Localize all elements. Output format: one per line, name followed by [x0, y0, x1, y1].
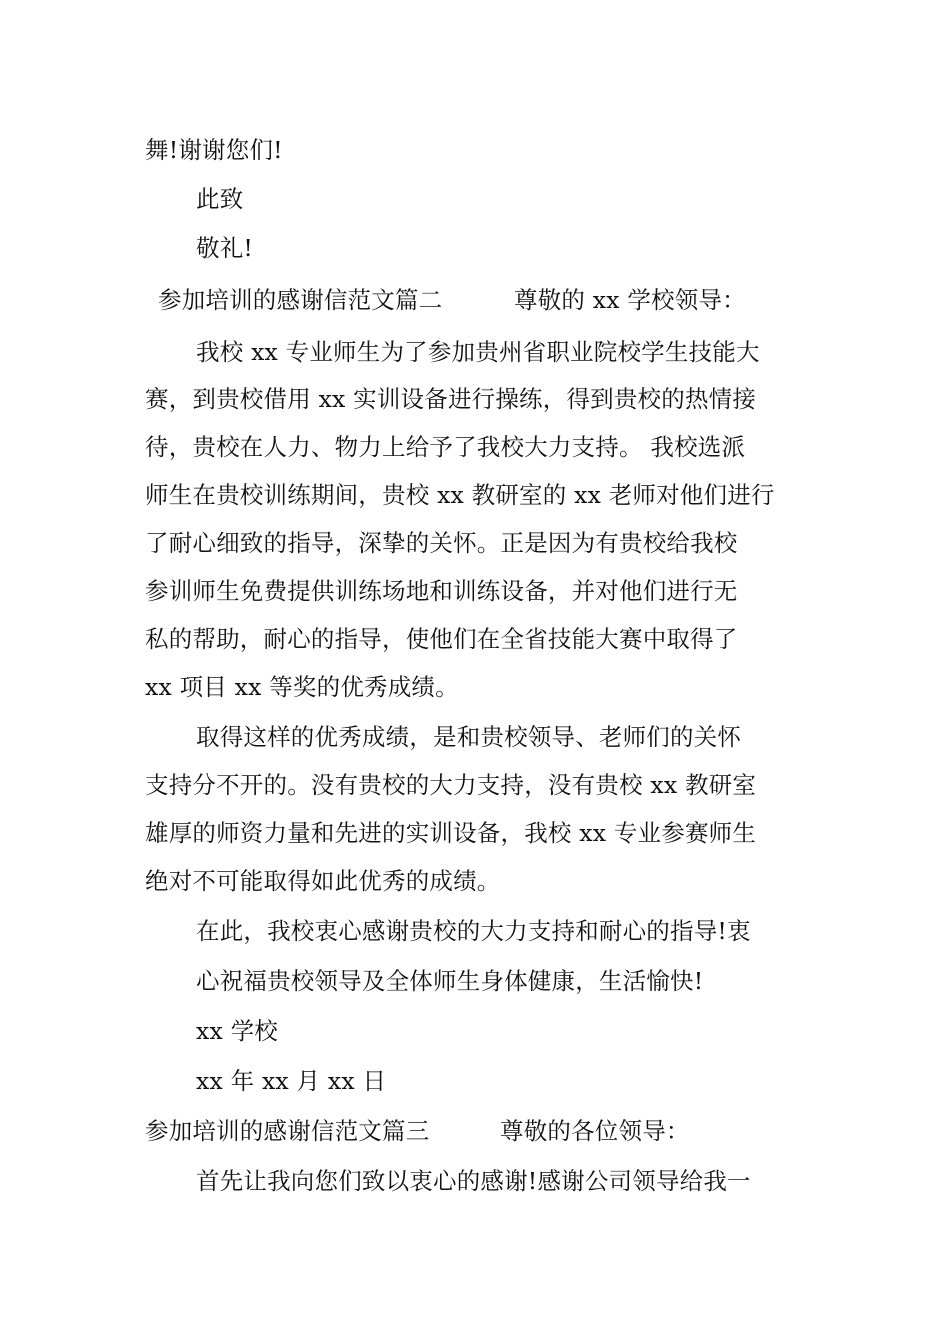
paragraph-line: 在此，我校衷心感谢贵校的大力支持和耐心的指导!衷: [196, 917, 751, 945]
signature: xx 学校: [196, 1017, 278, 1045]
section-heading: 参加培训的感谢信范文篇二: [158, 286, 443, 314]
paragraph-line: 私的帮助，耐心的指导，使他们在全省技能大赛中取得了: [145, 625, 738, 653]
paragraph-line: 支持分不开的。没有贵校的大力支持，没有贵校 xx 教研室: [145, 771, 757, 799]
closing-line: 此致: [196, 185, 244, 213]
closing-line: 敬礼!: [196, 234, 254, 262]
paragraph-line: 雄厚的师资力量和先进的实训设备，我校 xx 专业参赛师生: [145, 819, 757, 847]
paragraph-line: 首先让我向您们致以衷心的感谢!感谢公司领导给我一: [196, 1167, 751, 1195]
text-line: 舞!谢谢您们!: [145, 136, 283, 164]
salutation: 尊敬的各位领导：: [500, 1117, 690, 1145]
salutation: 尊敬的 xx 学校领导：: [514, 286, 746, 314]
paragraph-line: 心祝福贵校领导及全体师生身体健康，生活愉快!: [196, 967, 704, 995]
paragraph-line: 取得这样的优秀成绩，是和贵校领导、老师们的关怀: [196, 723, 742, 751]
paragraph-line: 参训师生免费提供训练场地和训练设备，并对他们进行无: [145, 577, 738, 605]
section-heading: 参加培训的感谢信范文篇三: [145, 1117, 430, 1145]
paragraph-line: 绝对不可能取得如此优秀的成绩。: [145, 867, 501, 895]
paragraph-line: 师生在贵校训练期间，贵校 xx 教研室的 xx 老师对他们进行: [145, 481, 775, 509]
paragraph-line: 待，贵校在人力、物力上给予了我校大力支持。 我校选派: [145, 433, 746, 461]
paragraph-line: 了耐心细致的指导，深挚的关怀。正是因为有贵校给我校: [145, 529, 738, 557]
paragraph-line: 赛，到贵校借用 xx 实训设备进行操练，得到贵校的热情接: [145, 385, 757, 413]
date: xx 年 xx 月 xx 日: [196, 1067, 387, 1095]
paragraph-line: xx 项目 xx 等奖的优秀成绩。: [145, 673, 459, 701]
paragraph-line: 我校 xx 专业师生为了参加贵州省职业院校学生技能大: [196, 338, 760, 366]
